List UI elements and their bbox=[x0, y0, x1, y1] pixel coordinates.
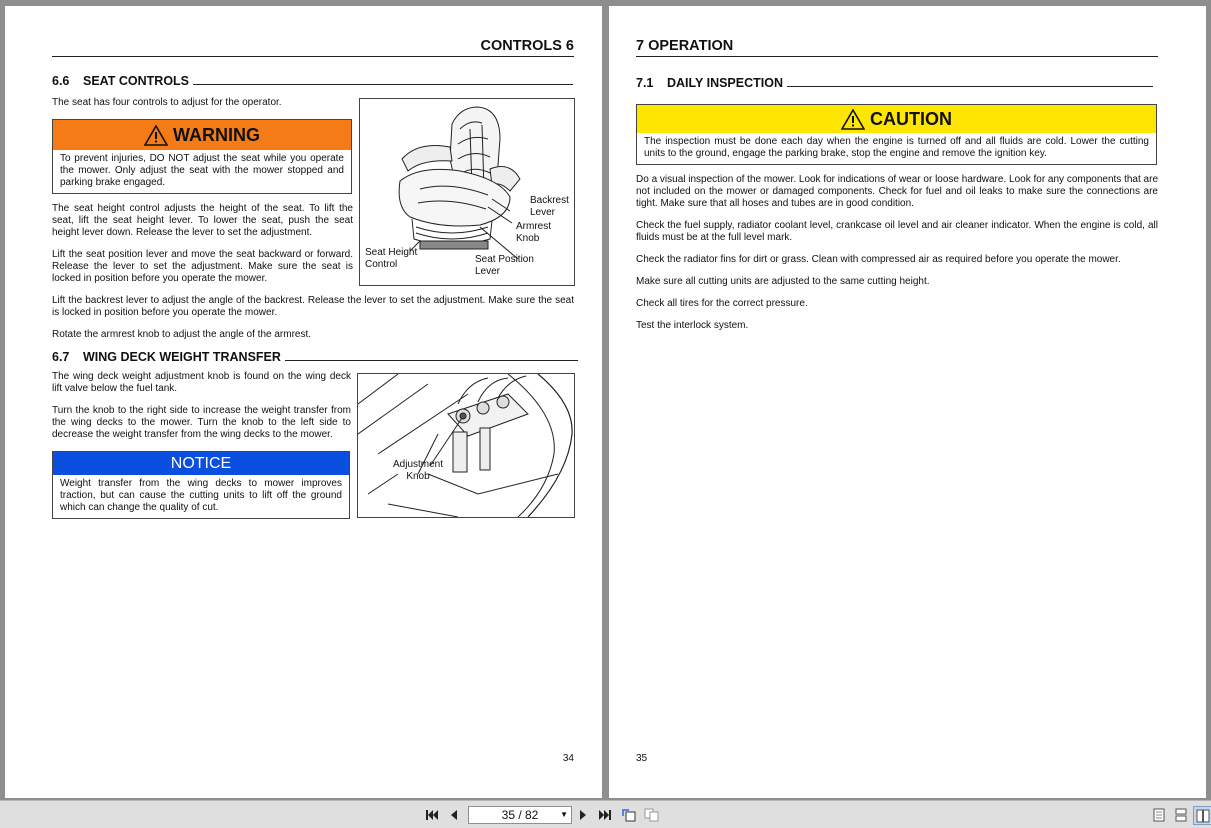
section-7-1-heading: 7.1 DAILY INSPECTION bbox=[636, 76, 1153, 90]
warning-triangle-icon bbox=[144, 125, 168, 146]
caution-box bbox=[636, 104, 1157, 165]
chapter-title: CONTROLS 6 bbox=[480, 38, 574, 54]
first-page-icon[interactable] bbox=[423, 806, 441, 823]
caution-text: The inspection must be done each day when the engine is turned off and all fluids are cold. Lower the cutting units to the ground, engage the parking brake, stop the engine and remove the ignition key. bbox=[644, 136, 1149, 159]
chevron-down-icon: ▼ bbox=[560, 810, 568, 819]
caution-label: CAUTION bbox=[870, 108, 952, 129]
warning-box bbox=[52, 119, 352, 194]
page-number: 35 bbox=[636, 753, 648, 764]
seat-height-paragraph: The seat height control adjusts the height of the seat. To lift the seat, lift the seat height lever. To lower the seat, push the seat height lever down. Release the lever to set the adjustment. bbox=[52, 203, 353, 238]
viewer-toolbar bbox=[0, 800, 1211, 828]
page-35 bbox=[609, 6, 1206, 798]
prev-page-icon[interactable] bbox=[445, 806, 463, 823]
page-selector[interactable] bbox=[468, 806, 572, 824]
seat-position-lever-label: Seat Position Lever bbox=[475, 254, 534, 277]
seat-height-control-label: Seat Height Control bbox=[365, 247, 418, 270]
section-6-7-heading: 6.7 WING DECK WEIGHT TRANSFER bbox=[52, 350, 578, 364]
header-rule bbox=[52, 56, 574, 57]
notice-text: Weight transfer from the wing decks to mower improves traction, but can cause the cutting units to lift off the ground which can change the quality of cut. bbox=[60, 478, 342, 513]
page-number: 34 bbox=[562, 753, 574, 764]
inspection-paragraph-1: Do a visual inspection of the mower. Look for indications of wear or loose hardware. Look for any components that are not included on the mower or damaged components. Check for fuel and oil leaks to make sure the connections are tight. Make sure that all hoses and tubes are in good condition. bbox=[636, 174, 1158, 209]
next-page-icon[interactable] bbox=[574, 806, 592, 823]
inspection-paragraph-3: Check the radiator fins for dirt or grass. Clean with compressed air as required before you operate the mower. bbox=[636, 254, 1121, 265]
header-rule bbox=[636, 56, 1158, 57]
adjustment-knob-label: Adjustment Knob bbox=[393, 459, 444, 482]
rotate-icon[interactable] bbox=[620, 806, 638, 823]
inspection-paragraph-2: Check the fuel supply, radiator coolant level, crankcase oil level and air cleaner indicator. When the engine is cold, all fluids must be at the full level mark. bbox=[636, 220, 1158, 243]
inspection-paragraph-6: Test the interlock system. bbox=[636, 320, 749, 331]
section-7-1-title: DAILY INSPECTION bbox=[667, 76, 783, 90]
notice-label: NOTICE bbox=[53, 452, 349, 475]
page-34 bbox=[5, 6, 602, 798]
valve-illustration bbox=[358, 374, 574, 517]
backrest-lever-label: Backrest Lever bbox=[530, 195, 569, 218]
seat-intro: The seat has four controls to adjust for the operator. bbox=[52, 97, 282, 108]
copy-icon[interactable] bbox=[643, 806, 661, 823]
armrest-knob-label: Armrest Knob bbox=[516, 221, 551, 244]
backrest-paragraph: Lift the backrest lever to adjust the angle of the backrest. Release the lever to set the adjustment. Make sure the seat is locked in position before you operate the mower. bbox=[52, 295, 574, 318]
continuous-view-icon[interactable] bbox=[1172, 806, 1190, 823]
warning-text: To prevent injuries, DO NOT adjust the seat while you operate the mower. Only adjust the seat with the mower stopped and parking brake engaged. bbox=[60, 153, 344, 188]
wing-deck-paragraph-1: The wing deck weight adjustment knob is found on the wing deck lift valve below the fuel tank. bbox=[52, 371, 351, 394]
two-page-view-icon[interactable] bbox=[1193, 806, 1211, 825]
last-page-icon[interactable] bbox=[596, 806, 614, 823]
page-indicator: 35 / 82 bbox=[501, 808, 539, 822]
seat-figure bbox=[359, 98, 575, 286]
section-6-7-title: WING DECK WEIGHT TRANSFER bbox=[83, 350, 281, 364]
wing-deck-paragraph-2: Turn the knob to the right side to increase the weight transfer from the wing decks to the mower. Turn the knob to the left side to decrease the weight transfer from the wing decks to the mower. bbox=[52, 405, 351, 440]
seat-position-paragraph: Lift the seat position lever and move the seat backward or forward. Release the lever to set the adjustment. Make sure the seat is locked in position before you operate the mower. bbox=[52, 249, 353, 284]
inspection-paragraph-4: Make sure all cutting units are adjusted to the same cutting height. bbox=[636, 276, 930, 287]
notice-box bbox=[52, 451, 350, 519]
armrest-paragraph: Rotate the armrest knob to adjust the angle of the armrest. bbox=[52, 329, 312, 340]
inspection-paragraph-5: Check all tires for the correct pressure. bbox=[636, 298, 808, 309]
caution-triangle-icon bbox=[841, 109, 865, 130]
section-6-6-heading: 6.6 SEAT CONTROLS bbox=[52, 74, 573, 88]
single-page-view-icon[interactable] bbox=[1150, 806, 1168, 823]
adjustment-knob-figure bbox=[357, 373, 575, 518]
warning-label: WARNING bbox=[173, 124, 260, 145]
chapter-title: 7 OPERATION bbox=[636, 38, 734, 54]
section-6-6-title: SEAT CONTROLS bbox=[83, 74, 190, 88]
